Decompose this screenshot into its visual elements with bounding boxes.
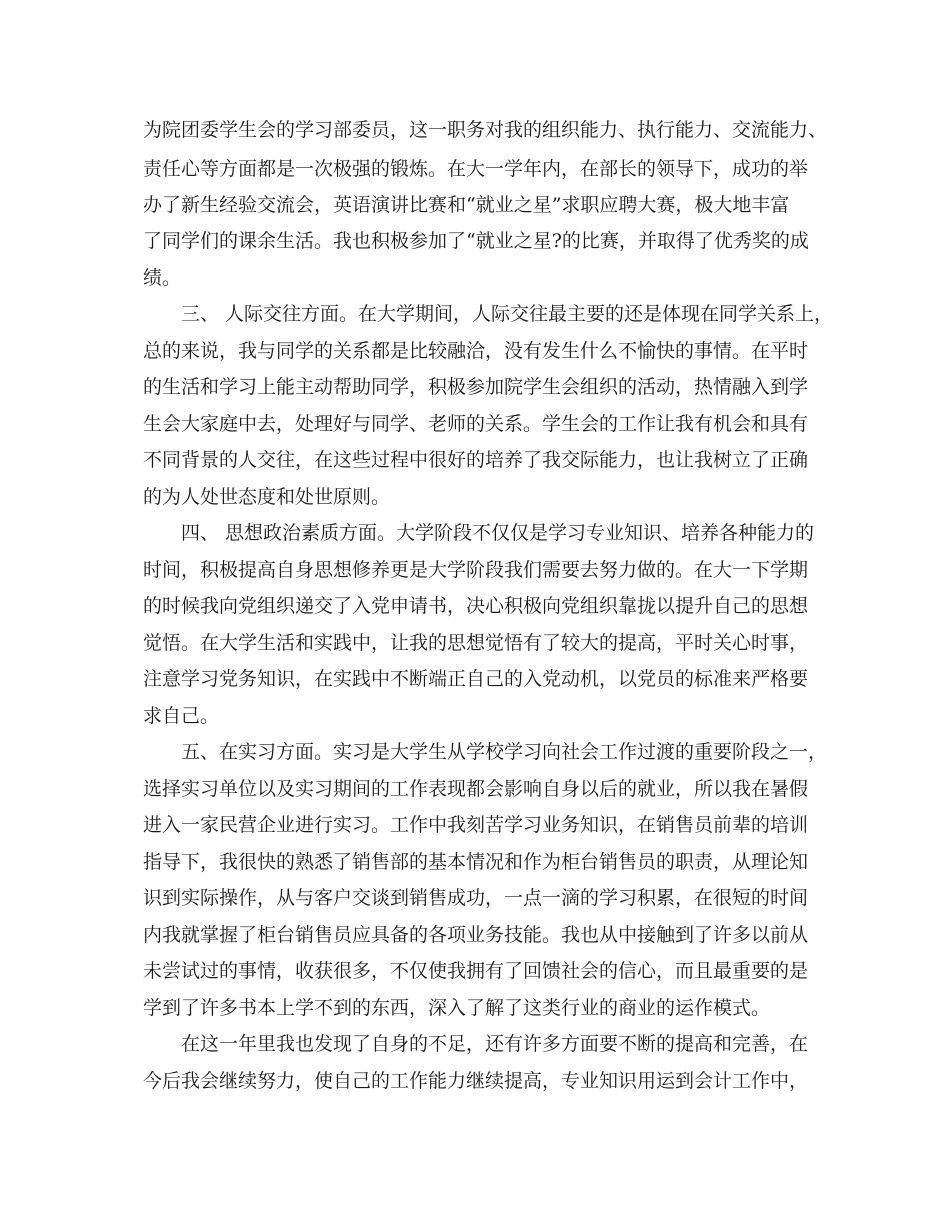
text-line: 五、在实习方面。实习是大学生从学校学习向社会工作过渡的重要阶段之一，	[181, 741, 828, 763]
text-line: 的为人处世态度和处世原则。	[143, 486, 391, 508]
text-line: 识到实际操作，从与客户交谈到销售成功，一点一滴的学习积累，在很短的时间	[143, 887, 809, 909]
text-line: 求自己。	[143, 705, 220, 727]
text-line: 选择实习单位以及实习期间的工作表现都会影响自身以后的就业，所以我在暑假	[143, 778, 809, 800]
text-line: 责任心等方面都是一次极强的锻炼。在大一学年内，在部长的领导下，成功的举	[143, 158, 809, 180]
text-line: 生会大家庭中去，处理好与同学、老师的关系。学生会的工作让我有机会和具有	[143, 413, 809, 435]
text-line: 绩。	[143, 267, 182, 289]
text-line: 在这一年里我也发现了自身的不足，还有许多方面要不断的提高和完善，在	[181, 1033, 809, 1055]
text-line: 进入一家民营企业进行实习。工作中我刻苦学习业务知识，在销售员前辈的培训	[143, 814, 809, 836]
text-line: 的时候我向党组织递交了入党申请书，决心积极向党组织靠拢以提升自己的思想	[143, 595, 809, 617]
text-line: 了同学们的课余生活。我也积极参加了“就业之星?的比赛，并取得了优秀奖的成	[143, 230, 809, 252]
text-line: 时间，积极提高自身思想修养更是大学阶段我们需要去努力做的。在大一下学期	[143, 559, 809, 581]
text-line: 四、 思想政治素质方面。大学阶段不仅仅是学习专业知识、培养各种能力的	[181, 522, 815, 544]
text-line: 不同背景的人交往，在这些过程中很好的培养了我交际能力，也让我树立了正确	[143, 449, 809, 471]
text-line: 为院团委学生会的学习部委员，这一职务对我的组织能力、执行能力、交流能力、	[143, 119, 828, 141]
text-line: 三、 人际交往方面。在大学期间，人际交往最主要的还是体现在同学关系上，	[181, 303, 834, 325]
text-line: 注意学习党务知识，在实践中不断端正自己的入党动机，以党员的标准来严格要	[143, 668, 809, 690]
text-line: 学到了许多书本上学不到的东西，深入了解了这类行业的商业的运作模式。	[143, 997, 771, 1019]
text-line: 指导下，我很快的熟悉了销售部的基本情况和作为柜台销售员的职责，从理论知	[143, 851, 809, 873]
text-line: 觉悟。在大学生活和实践中，让我的思想觉悟有了较大的提高，平时关心时事，	[143, 632, 809, 654]
text-line: 总的来说，我与同学的关系都是比较融洽，没有发生什么不愉快的事情。在平时	[143, 340, 809, 362]
text-line: 的生活和学习上能主动帮助同学，积极参加院学生会组织的活动，热情融入到学	[143, 376, 809, 398]
text-line: 办了新生经验交流会，英语演讲比赛和“就业之星”求职应聘大赛，极大地丰富	[143, 194, 790, 216]
text-line: 今后我会继续努力，使自己的工作能力继续提高，专业知识用运到会计工作中，	[143, 1070, 809, 1092]
text-line: 内我就掌握了柜台销售员应具备的各项业务技能。我也从中接触到了许多以前从	[143, 924, 809, 946]
text-line: 未尝试过的事情，收获很多，不仅使我拥有了回馈社会的信心，而且最重要的是	[143, 960, 809, 982]
